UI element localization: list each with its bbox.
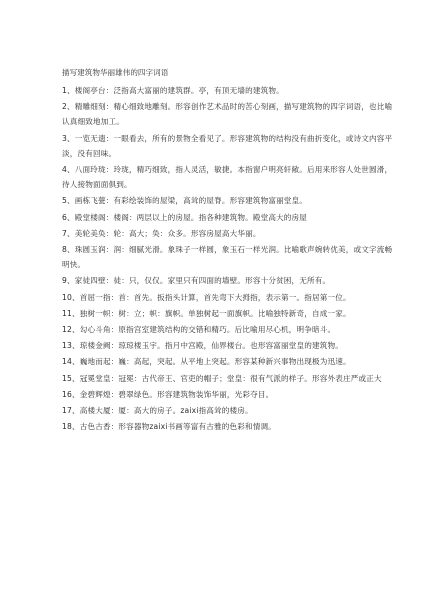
entry-text: 殿堂楼阁：楼阁：两层以上的房屋。指各种建筑物。殿堂高大的房屋 [74,212,308,222]
entry-text: 画栋飞甍：有彩绘装饰的屋梁，高耸的屋脊。形容建筑物富丽堂皇。 [74,196,308,206]
entry-item [62,99,393,129]
entry-number: 10、 [62,292,80,302]
entry-number: 4、 [62,165,75,175]
entry-number: 3、 [62,133,75,143]
entry-item [62,371,393,386]
entry-number: 13、 [62,341,80,351]
entry-text: 家徒四壁：徒：只，仅仅。家里只有四面的墙壁。形容十分贫困，无所有。 [74,276,331,286]
entry-text: 琼楼金阙：琼琼楼玉宇。指月中宫殿，仙界楼台。也形容富丽堂皇的建筑物。 [79,341,344,351]
entry-text: 美轮美奂：轮：高大；奂：众多。形容房屋高大华丽。 [74,228,261,238]
entry-item [62,322,393,337]
entry-number: 16、 [62,389,80,399]
entry-number: 15、 [62,373,80,383]
entry-number: 17、 [62,406,80,416]
entry-item [62,273,393,288]
entry-text: 楼阁亭台：泛指高大富丽的建筑群。亭，有顶无墙的建筑物。 [74,86,284,95]
entry-list [62,83,393,434]
entry-text: 独树一帜：树：立；帜：旗帜。单独树起一面旗帜。比喻独特新奇，自成一家。 [79,308,351,318]
entry-item [62,131,393,161]
entry-number: 5、 [62,196,75,206]
entry-item [62,403,393,418]
entry-number: 2、 [62,102,75,112]
entry-text: 首屈一指：首：首先。扳指头计算，首先弯下大拇指，表示第一。指居第一位。 [79,292,351,302]
entry-text: 巍地而起：巍：高起，突起。从平地上突起。形容某种新兴事物出现极为迅速。 [79,357,351,367]
entry-number: 8、 [62,245,75,255]
entry-text: 勾心斗角：原指宫室建筑结构的交错和精巧。后比喻用尽心机，明争暗斗。 [79,325,336,335]
entry-item [62,387,393,402]
entry-item [62,83,393,98]
entry-text: 珠圆玉润：润：细腻光滑。象珠子一样圆，象玉石一样光润。比喻歌声婉转优美，或文字流畅明快。 [62,245,393,270]
entry-text: 八面玲珑：玲珑，精巧细致，指人灵活，敏捷。本指窗户明亮轩敞。后用来形容人处世圆滑，待人接物面面俱到。 [62,165,393,190]
entry-text: 精雕细刻：精心细致地雕刻。形容创作艺术品时的苦心刻画，描写建筑物的四字词语，也比喻认真细致地加工。 [62,102,393,127]
entry-number: 7、 [62,228,75,238]
entry-text: 古色古香：形容器物zaixi书画等富有古雅的色彩和情调。 [79,422,276,432]
entry-number: 12、 [62,325,80,335]
entry-item [62,162,393,192]
entry-item [62,242,393,272]
entry-number: 1、 [62,86,75,95]
entry-item [62,338,393,353]
entry-text: 高楼大厦：厦：高大的房子。zaixi指高耸的楼房。 [79,406,253,416]
entry-number: 9、 [62,276,75,286]
entry-number: 6、 [62,212,75,222]
entry-text: 冠冕堂皇：冠冕：古代帝王、官吏的帽子；堂皇：很有气派的样子。形容外表庄严或正大 [79,373,382,383]
entry-item [62,419,393,434]
entry-item [62,354,393,369]
entry-item [62,210,393,225]
entry-number: 18、 [62,422,80,432]
entry-item [62,306,393,321]
document-title: 描写建筑物华丽雄伟的四字词语 [62,68,169,77]
entry-item [62,290,393,305]
entry-text: 金碧辉煌：碧翠绿色。形容建筑物装饰华丽，光彩夺目。 [79,389,274,399]
entry-item [62,226,393,241]
entry-item [62,193,393,208]
entry-number: 11、 [62,308,80,318]
entry-number: 14、 [62,357,80,367]
entry-text: 一览无遗：一眼看去，所有的景物全看见了。形容建筑物的结构没有曲折变化，或诗文内容平淡，没有回味。 [62,133,393,158]
